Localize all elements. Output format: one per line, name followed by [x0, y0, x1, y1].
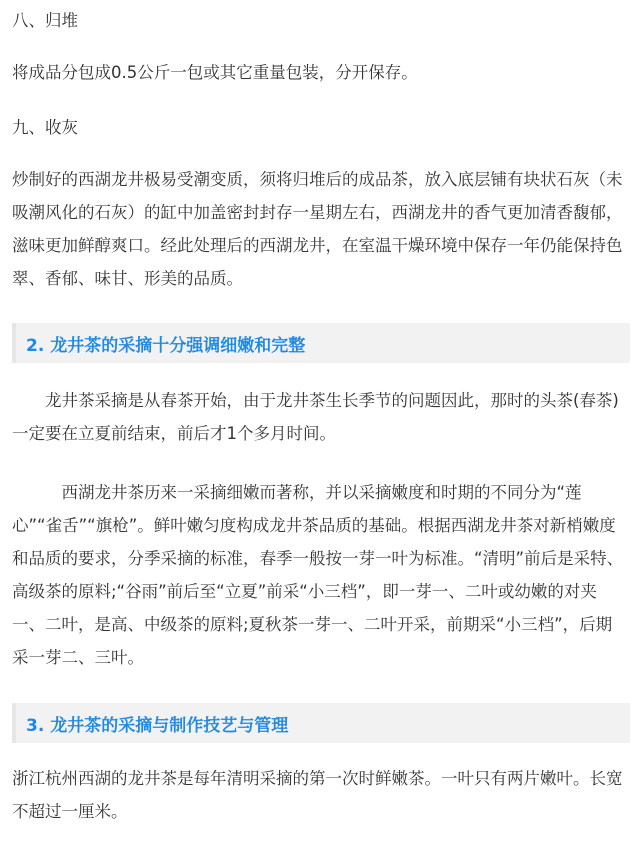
section-header-craft [12, 703, 630, 743]
paragraph-hangzhou: 浙江杭州西湖的龙井茶是每年清明采摘的第一次时鲜嫩茶。一叶只有两片嫩叶。长宽不超过一厘米。 [12, 769, 623, 821]
heading-shouhui: 九、收灰 [12, 118, 78, 137]
section-title-craft: 3. 龙井茶的采摘与制作技艺与管理 [26, 716, 289, 736]
paragraph-picking-grades: 西湖龙井茶历来一采摘细嫩而著称，并以采摘嫩度和时期的不同分为“莲心”“雀舌”“旗枪”。鲜叶嫩匀度构成龙井茶品质的基础。根据西湖龙井茶对新梢嫩度和品质的要求，分季采摘的标准，春季一般按一芽一叶为标准。“清明”前后是采特、高级茶的原料;“谷雨”前后至“立夏”前采“小三档”，即一芽一、二叶或幼嫩的对夹一、二叶，是高、中级茶的原料;夏秋茶一芽一、二叶开采，前期采“小三档”，后期采一芽二、三叶。 [12, 483, 624, 667]
paragraph-spring-tea: 龙井茶采摘是从春茶开始，由于龙井茶生长季节的问题因此，那时的头茶(春茶)一定要在立夏前结束，前后才1个多月时间。 [12, 391, 619, 443]
paragraph-storage: 将成品分包成0.5公斤一包或其它重量包装，分开保存。 [12, 63, 418, 82]
section-header-picking [12, 323, 630, 363]
heading-guidui: 八、归堆 [12, 11, 78, 30]
section-title-picking: 2. 龙井茶的采摘十分强调细嫩和完整 [26, 336, 306, 356]
paragraph-lime-storage: 炒制好的西湖龙井极易受潮变质，须将归堆后的成品茶，放入底层铺有块状石灰（未吸潮风化的石灰）的缸中加盖密封封存一星期左右，西湖龙井的香气更加清香馥郁，滋味更加鲜醇爽口。经此处理后的西湖龙井，在室温干燥环境中保存一年仍能保持色翠、香郁、味甘、形美的品质。 [12, 170, 623, 288]
